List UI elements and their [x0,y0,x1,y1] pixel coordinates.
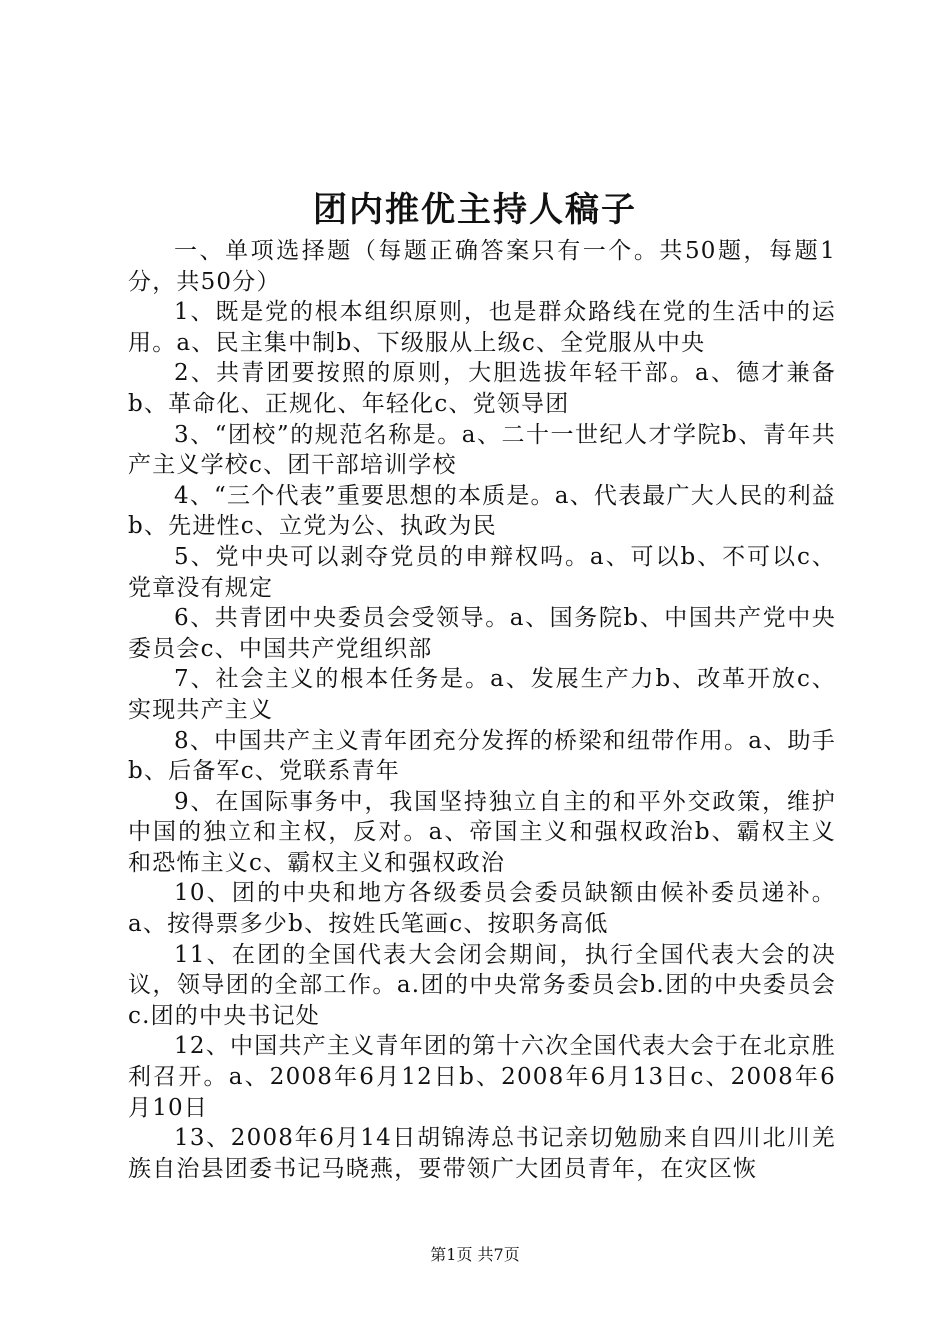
page-footer: 第1页 共7页 [430,1245,520,1264]
question-11: 11、在团的全国代表大会闭会期间，执行全国代表大会的决议，领导团的全部工作。a.团的中央常务委员会b.团的中央委员会c.团的中央书记处 [128,941,836,1029]
question-3: 3、“团校”的规范名称是。a、二十一世纪人才学院b、青年共产主义学校c、团干部培训学校 [128,421,836,479]
question-4: 4、“三个代表”重要思想的本质是。a、代表最广大人民的利益b、先进性c、立党为公、执政为民 [128,482,836,540]
section-heading: 一、单项选择题（每题正确答案只有一个。共50题，每题1分，共50分） [128,238,836,295]
question-2: 2、共青团要按照的原则，大胆选拔年轻干部。a、德才兼备b、革命化、正规化、年轻化c、党领导团 [128,360,836,417]
question-6: 6、共青团中央委员会受领导。a、国务院b、中国共产党中央委员会c、中国共产党组织部 [128,605,836,662]
question-9: 9、在国际事务中，我国坚持独立自主的和平外交政策，维护中国的独立和主权，反对。a、帝国主义和强权政治b、霸权主义和恐怖主义c、霸权主义和强权政治 [128,788,836,876]
document-body [128,236,836,1184]
document-title: 团内推优主持人稿子 [313,190,637,230]
question-5: 5、党中央可以剥夺党员的申辩权吗。a、可以b、不可以c、党章没有规定 [128,543,836,601]
question-13: 13、2008年6月14日胡锦涛总书记亲切勉励来自四川北川羌族自治县团委书记马晓燕，要带领广大团员青年，在灾区恢 [128,1125,836,1182]
question-1: 1、既是党的根本组织原则，也是群众路线在党的生活中的运用。a、民主集中制b、下级服从上级c、全党服从中央 [128,299,836,356]
question-10: 10、团的中央和地方各级委员会委员缺额由候补委员递补。a、按得票多少b、按姓氏笔画c、按职务高低 [128,880,836,938]
question-12: 12、中国共产主义青年团的第十六次全国代表大会于在北京胜利召开。a、2008年6月12日b、2008年6月13日c、2008年6月10日 [128,1033,836,1121]
question-7: 7、社会主义的根本任务是。a、发展生产力b、改革开放c、实现共产主义 [128,666,836,723]
question-8: 8、中国共产主义青年团充分发挥的桥梁和纽带作用。a、助手b、后备军c、党联系青年 [128,727,836,785]
